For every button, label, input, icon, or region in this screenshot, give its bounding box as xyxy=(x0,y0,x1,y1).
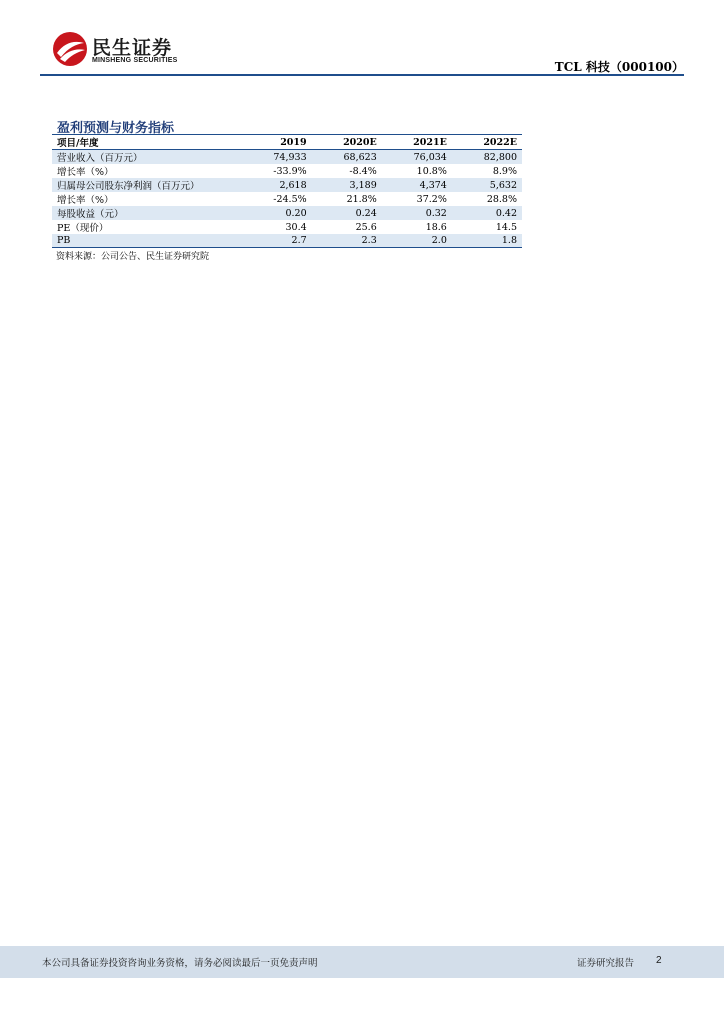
cell-value: 0.24 xyxy=(355,207,377,219)
cell-value: 14.5 xyxy=(495,221,517,233)
cell-value: 2.0 xyxy=(431,235,447,247)
header-divider xyxy=(40,74,684,76)
header-cell-2019: 2019 xyxy=(280,136,307,148)
cell-value: 0.42 xyxy=(495,207,517,219)
row-label: 增长率（%） xyxy=(57,195,114,206)
logo-english-text: MINSHENG SECURITIES xyxy=(92,57,178,64)
stock-code-title: TCL 科技（000100） xyxy=(554,60,684,74)
cell-value: -33.9% xyxy=(273,165,307,177)
page-footer xyxy=(0,946,724,978)
cell-value: 10.8% xyxy=(416,165,447,177)
forecast-table xyxy=(52,134,522,248)
cell-value: 0.20 xyxy=(285,207,307,219)
cell-value: 0.32 xyxy=(425,207,447,219)
cell-value: 82,800 xyxy=(483,151,517,163)
row-label: 增长率（%） xyxy=(57,167,114,178)
table-row xyxy=(52,164,522,178)
cell-value: 5,632 xyxy=(489,179,517,191)
footer-disclaimer: 本公司具备证券投资咨询业务资格，请务必阅读最后一页免责声明 xyxy=(42,958,318,969)
cell-value: 2.3 xyxy=(361,235,377,247)
cell-value: -24.5% xyxy=(273,193,307,205)
row-label: 营业收入（百万元） xyxy=(57,153,143,164)
row-label: PE（现价） xyxy=(57,223,109,234)
footer-report-type: 证券研究报告 xyxy=(577,958,635,969)
row-label: PB xyxy=(57,235,71,247)
table-row xyxy=(52,220,522,234)
data-source-note: 资料来源：公司公告、民生证券研究院 xyxy=(56,252,210,262)
header-cell-2020e: 2020E xyxy=(343,136,377,148)
row-label: 归属母公司股东净利润（百万元） xyxy=(57,181,200,192)
cell-value: 4,374 xyxy=(419,179,447,191)
page-number: 2 xyxy=(656,955,662,966)
cell-value: 21.8% xyxy=(346,193,377,205)
table-row xyxy=(52,150,522,165)
table-header-row xyxy=(52,135,522,150)
row-label: 每股收益（元） xyxy=(57,209,124,220)
table-row xyxy=(52,206,522,220)
minsheng-logo-icon xyxy=(52,31,88,67)
header-cell-2021e: 2021E xyxy=(413,136,447,148)
cell-value: 28.8% xyxy=(486,193,517,205)
minsheng-logo xyxy=(52,31,182,71)
cell-value: 2.7 xyxy=(291,235,307,247)
cell-value: 18.6 xyxy=(425,221,447,233)
header-cell-item: 项目/年度 xyxy=(57,138,99,149)
cell-value: 1.8 xyxy=(501,235,517,247)
cell-value: 30.4 xyxy=(285,221,307,233)
table-row xyxy=(52,192,522,206)
section-title: 盈利预测与财务指标 xyxy=(57,121,175,136)
cell-value: 25.6 xyxy=(355,221,377,233)
cell-value: 8.9% xyxy=(492,165,517,177)
header-cell-2022e: 2022E xyxy=(483,136,517,148)
cell-value: 68,623 xyxy=(343,151,377,163)
cell-value: -8.4% xyxy=(349,165,377,177)
cell-value: 76,034 xyxy=(413,151,447,163)
logo-chinese-text: 民生证券 xyxy=(92,37,173,59)
cell-value: 37.2% xyxy=(416,193,447,205)
table-row xyxy=(52,178,522,192)
cell-value: 3,189 xyxy=(349,179,377,191)
cell-value: 2,618 xyxy=(279,179,307,191)
cell-value: 74,933 xyxy=(273,151,307,163)
table-row xyxy=(52,234,522,248)
